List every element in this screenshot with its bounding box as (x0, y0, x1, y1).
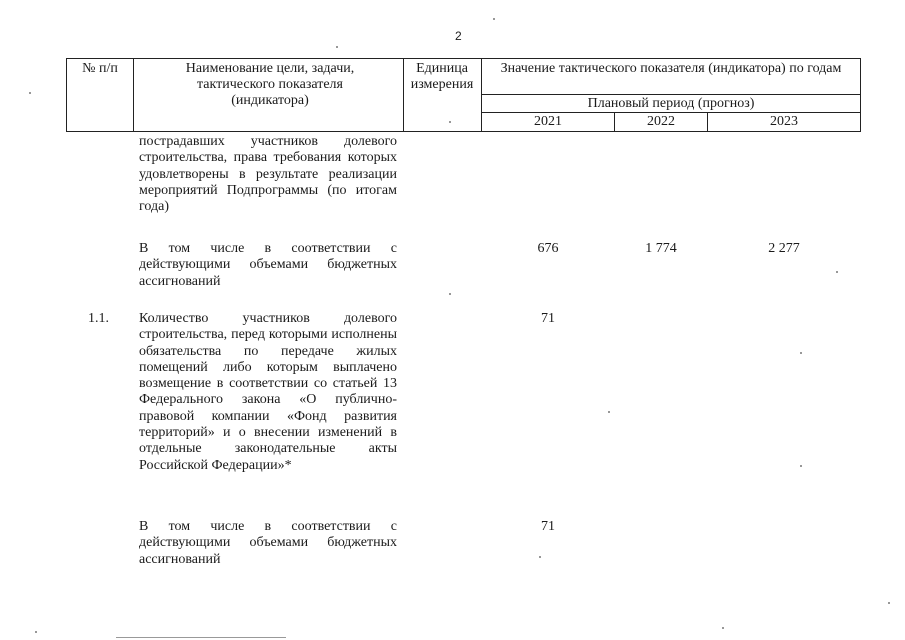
header-col-unit: Единица измерения (410, 61, 474, 92)
period-top-border (481, 94, 861, 95)
scan-speck (449, 293, 451, 295)
scan-speck (608, 411, 610, 413)
row-text: В том числе в соответствии с действующими объемами бюджетных ассигнований (139, 241, 397, 289)
scan-edge-line (116, 637, 286, 638)
value-2021: 71 (541, 519, 555, 534)
scan-speck (336, 46, 338, 48)
header-col-no: № п/п (82, 61, 118, 76)
header-year-2023: 2023 (770, 114, 798, 129)
header-bottom-border (66, 131, 861, 132)
border-right (860, 58, 861, 132)
header-col-period: Плановый период (прогноз) (587, 96, 755, 111)
value-2022: 1 774 (645, 241, 677, 256)
header-year-2021: 2021 (534, 114, 562, 129)
scan-speck (493, 18, 495, 20)
header-col-value: Значение тактического показателя (индикатора) по годам (500, 61, 842, 76)
header-col-name: Наименование цели, задачи, тактического показателя (индикатора) (185, 61, 355, 108)
scan-speck (800, 465, 802, 467)
border-no-name (133, 58, 134, 132)
scan-speck (449, 121, 451, 123)
scan-speck (35, 631, 37, 633)
scan-speck (888, 602, 890, 604)
row-text: Количество участников долевого строительства, перед которыми исполнены обязательства по передаче жилых помещений либо которым выплачено возмещение в соответствии со статьей 13 Федерального закона «О публично-правовой компании «Фонд развития территорий» и о внесении изменений в отдельные законодательные акты Российской Федерации»* (139, 311, 397, 473)
value-2021: 676 (537, 241, 559, 256)
header-top-border (66, 58, 861, 59)
scan-speck (29, 92, 31, 94)
scan-speck (800, 352, 802, 354)
years-top-border (481, 112, 861, 113)
border-left (66, 58, 67, 132)
scan-speck (539, 556, 541, 558)
header-year-2022: 2022 (647, 114, 675, 129)
row-text: пострадавших участников долевого строительства, права требования которых удовлетворены в результате реализации мероприятий Подпрограммы (по итогам года) (139, 134, 397, 215)
value-2023: 2 277 (768, 241, 800, 256)
scan-speck (722, 627, 724, 629)
scan-speck (836, 271, 838, 273)
row-number: 1.1. (88, 311, 109, 326)
row-text: В том числе в соответствии с действующими объемами бюджетных ассигнований (139, 519, 397, 567)
page-number: 2 (455, 29, 462, 43)
value-2021: 71 (541, 311, 555, 326)
